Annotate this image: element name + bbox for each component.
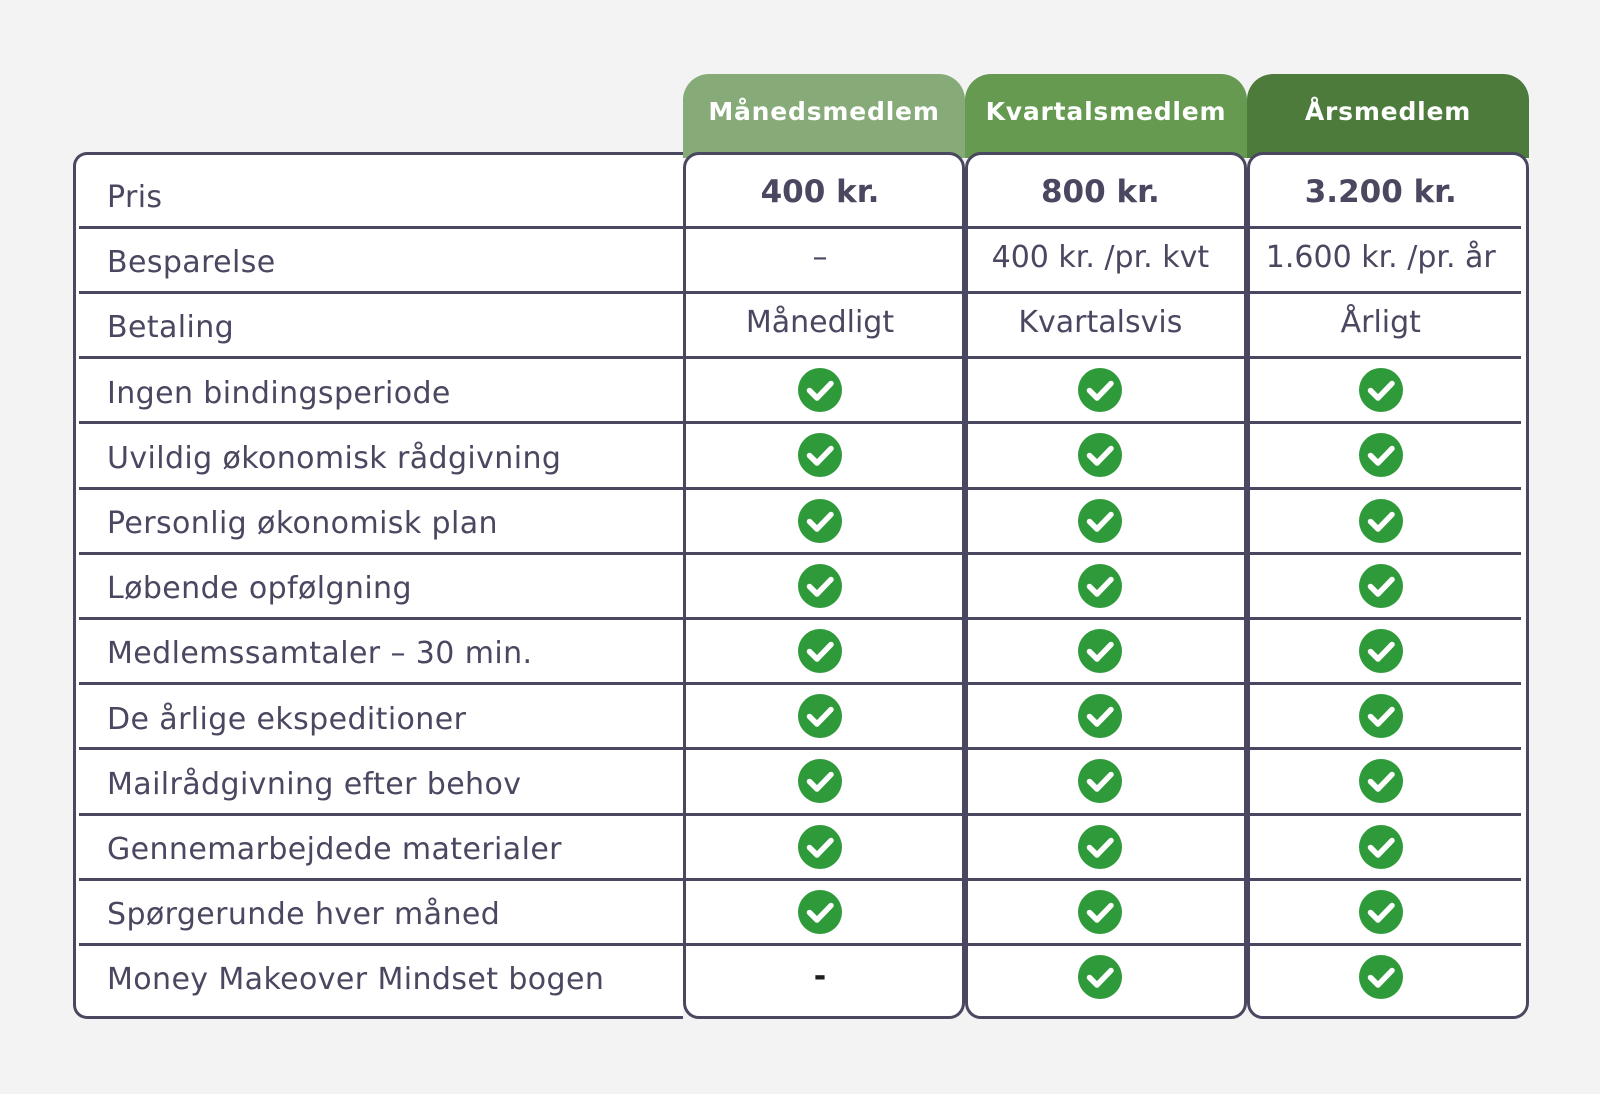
check-icon — [797, 824, 843, 870]
check-icon — [1358, 693, 1404, 739]
feature-label: Money Makeover Mindset bogen — [107, 962, 605, 998]
included-cell — [680, 553, 960, 618]
check-icon — [1358, 432, 1404, 478]
table-row — [79, 162, 1521, 227]
included-cell — [1241, 553, 1521, 618]
table-row — [79, 618, 1521, 683]
included-cell — [1241, 749, 1521, 814]
plan-value: 1.600 kr. /pr. år — [1265, 240, 1496, 276]
table-row — [79, 488, 1521, 553]
feature-label: Gennemarbejdede materialer — [107, 832, 562, 867]
plan-name: Årsmedlem — [1304, 96, 1472, 126]
included-cell — [960, 488, 1240, 553]
plan-header-monthly — [683, 74, 965, 158]
included-cell — [680, 879, 960, 944]
included-cell — [680, 358, 960, 423]
table-row — [79, 879, 1521, 944]
not-included-cell — [680, 944, 960, 1009]
plan-name: Månedsmedlem — [708, 96, 940, 126]
check-icon — [1077, 758, 1123, 804]
feature-label: Ingen bindingsperiode — [107, 375, 451, 411]
included-cell — [960, 749, 1240, 814]
feature-label: De årlige ekspeditioner — [107, 701, 467, 737]
included-cell — [960, 423, 1240, 488]
included-cell — [1241, 684, 1521, 749]
feature-label: Spørgerunde hver måned — [107, 897, 501, 933]
plan-header-yearly — [1247, 74, 1529, 158]
check-icon — [1358, 498, 1404, 544]
table-row — [79, 749, 1521, 814]
included-cell — [1241, 879, 1521, 944]
table-row — [79, 814, 1521, 879]
price-value: 800 kr. — [1040, 173, 1160, 210]
check-icon — [1358, 367, 1404, 413]
feature-label: Løbende opfølgning — [107, 571, 412, 607]
table-row — [79, 423, 1521, 488]
plan-value: 400 kr. /pr. kvt — [991, 240, 1210, 276]
included-cell — [680, 814, 960, 879]
check-icon — [797, 563, 843, 609]
feature-label: Betaling — [107, 310, 235, 346]
check-icon — [1077, 367, 1123, 413]
price-value: 3.200 kr. — [1304, 173, 1457, 210]
included-cell — [680, 488, 960, 553]
check-icon — [1358, 889, 1404, 935]
check-icon — [1358, 563, 1404, 609]
included-cell — [1241, 423, 1521, 488]
table-row — [79, 227, 1521, 292]
check-icon — [1077, 824, 1123, 870]
included-cell — [680, 423, 960, 488]
check-icon — [1358, 628, 1404, 674]
price-value: 400 kr. — [760, 173, 880, 210]
check-icon — [1358, 824, 1404, 870]
included-cell — [960, 879, 1240, 944]
table-row — [79, 553, 1521, 618]
check-icon — [1077, 693, 1123, 739]
included-cell — [680, 684, 960, 749]
table-row — [79, 292, 1521, 357]
included-cell — [960, 358, 1240, 423]
feature-label: Uvildig økonomisk rådgivning — [107, 440, 562, 476]
check-icon — [1358, 954, 1404, 1000]
plan-value: Månedligt — [745, 305, 895, 341]
check-icon — [1077, 628, 1123, 674]
plan-value: – — [812, 240, 828, 276]
check-icon — [797, 432, 843, 478]
plan-value: Årligt — [1340, 305, 1421, 341]
table-row — [79, 944, 1521, 1009]
included-cell — [680, 618, 960, 683]
included-cell — [680, 749, 960, 814]
feature-label: Pris — [107, 180, 163, 215]
check-icon — [1077, 432, 1123, 478]
feature-label: Besparelse — [107, 245, 276, 281]
check-icon — [797, 367, 843, 413]
plan-name: Kvartalsmedlem — [985, 96, 1227, 126]
included-cell — [960, 684, 1240, 749]
check-icon — [1077, 563, 1123, 609]
dash-mark: - — [813, 959, 827, 995]
included-cell — [960, 944, 1240, 1009]
feature-label: Personlig økonomisk plan — [107, 506, 498, 541]
table-row — [79, 358, 1521, 423]
check-icon — [1358, 758, 1404, 804]
included-cell — [1241, 358, 1521, 423]
check-icon — [1077, 498, 1123, 544]
included-cell — [960, 814, 1240, 879]
included-cell — [1241, 814, 1521, 879]
included-cell — [960, 553, 1240, 618]
table-row — [79, 684, 1521, 749]
included-cell — [1241, 488, 1521, 553]
feature-label: Medlemssamtaler – 30 min. — [107, 636, 533, 672]
feature-label: Mailrådgivning efter behov — [107, 766, 522, 802]
check-icon — [797, 758, 843, 804]
included-cell — [1241, 618, 1521, 683]
check-icon — [797, 693, 843, 739]
included-cell — [1241, 944, 1521, 1009]
plan-header-quarterly — [965, 74, 1247, 158]
plan-value: Kvartalsvis — [1018, 305, 1183, 341]
included-cell — [960, 618, 1240, 683]
check-icon — [1077, 889, 1123, 935]
check-icon — [797, 628, 843, 674]
check-icon — [797, 498, 843, 544]
check-icon — [1077, 954, 1123, 1000]
check-icon — [797, 889, 843, 935]
